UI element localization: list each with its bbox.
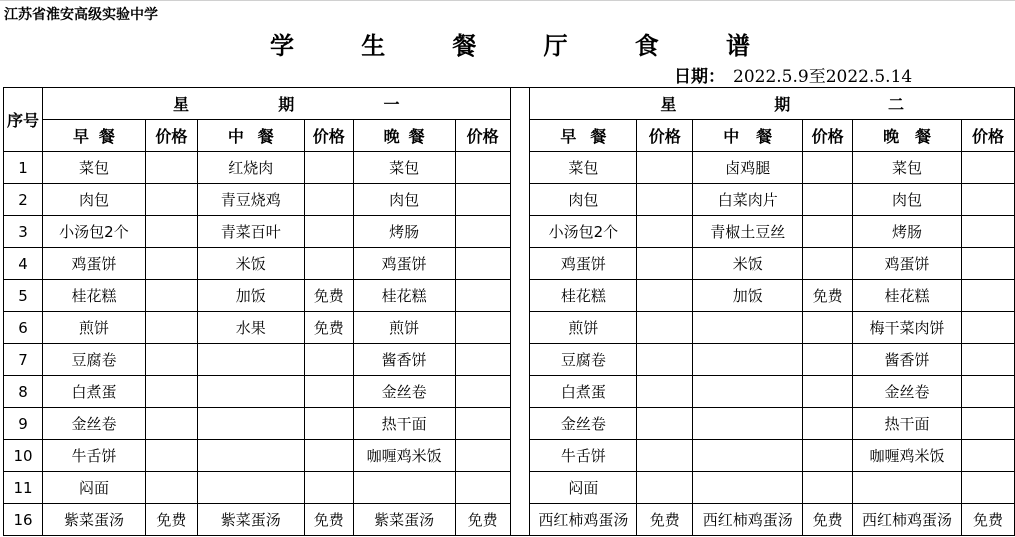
day-header-char: 期 xyxy=(278,95,295,114)
dinner-price xyxy=(455,408,510,440)
dinner-item: 咖喱鸡米饭 xyxy=(853,440,962,472)
breakfast-header xyxy=(42,120,145,152)
breakfast-header-char: 餐 xyxy=(98,127,115,146)
dinner-item xyxy=(353,472,455,504)
breakfast-item: 鸡蛋饼 xyxy=(530,248,637,280)
lunch-price: 免费 xyxy=(304,280,353,312)
lunch-item: 卤鸡腿 xyxy=(693,152,803,184)
dinner-header xyxy=(353,120,455,152)
sheet-top-border xyxy=(0,0,1015,1)
dinner-price xyxy=(455,440,510,472)
lunch-header-char: 餐 xyxy=(756,127,773,146)
dinner-item: 酱香饼 xyxy=(353,344,455,376)
price-header: 价格 xyxy=(962,120,1015,152)
lunch-price xyxy=(803,152,853,184)
lunch-header xyxy=(693,120,803,152)
dinner-price xyxy=(455,312,510,344)
day-header-char: 一 xyxy=(383,95,400,114)
dinner-item: 菜包 xyxy=(853,152,962,184)
dinner-price xyxy=(455,216,510,248)
lunch-price: 免费 xyxy=(803,280,853,312)
breakfast-item: 牛舌饼 xyxy=(42,440,145,472)
breakfast-item: 白煮蛋 xyxy=(530,376,637,408)
breakfast-price: 免费 xyxy=(637,504,693,536)
dinner-price xyxy=(962,376,1015,408)
dinner-price xyxy=(455,184,510,216)
seq-cell: 4 xyxy=(4,248,43,280)
lunch-item xyxy=(693,472,803,504)
breakfast-item: 菜包 xyxy=(42,152,145,184)
dinner-item: 烤肠 xyxy=(853,216,962,248)
breakfast-item: 豆腐卷 xyxy=(530,344,637,376)
lunch-item: 米饭 xyxy=(693,248,803,280)
school-name: 江苏省淮安高级实验中学 xyxy=(4,7,158,23)
lunch-price: 免费 xyxy=(803,504,853,536)
dinner-item: 肉包 xyxy=(353,184,455,216)
dinner-price xyxy=(455,376,510,408)
breakfast-price: 免费 xyxy=(145,504,197,536)
dinner-item: 鸡蛋饼 xyxy=(853,248,962,280)
seq-cell: 9 xyxy=(4,408,43,440)
seq-cell: 11 xyxy=(4,472,43,504)
lunch-item: 青豆烧鸡 xyxy=(197,184,304,216)
dinner-header-char: 餐 xyxy=(408,127,425,146)
breakfast-item: 肉包 xyxy=(42,184,145,216)
table-row xyxy=(4,184,1015,216)
breakfast-price xyxy=(637,472,693,504)
dinner-price xyxy=(962,408,1015,440)
dinner-price xyxy=(455,152,510,184)
dinner-item: 烤肠 xyxy=(353,216,455,248)
dinner-item: 酱香饼 xyxy=(853,344,962,376)
date-range xyxy=(674,62,912,87)
dinner-header xyxy=(853,120,962,152)
price-header: 价格 xyxy=(304,120,353,152)
dinner-item: 鸡蛋饼 xyxy=(353,248,455,280)
title-char: 学 xyxy=(270,32,294,60)
dinner-price: 免费 xyxy=(455,504,510,536)
dinner-price xyxy=(455,280,510,312)
table-row xyxy=(4,280,1015,312)
breakfast-price xyxy=(145,344,197,376)
day-header-char: 二 xyxy=(887,95,904,114)
breakfast-item: 菜包 xyxy=(530,152,637,184)
breakfast-price xyxy=(637,408,693,440)
breakfast-item: 闷面 xyxy=(42,472,145,504)
lunch-price xyxy=(803,248,853,280)
table-row xyxy=(4,216,1015,248)
dinner-price xyxy=(455,344,510,376)
dinner-header-char: 晚 xyxy=(383,127,400,146)
dinner-item: 煎饼 xyxy=(353,312,455,344)
table-row xyxy=(4,312,1015,344)
breakfast-price xyxy=(145,376,197,408)
dinner-price xyxy=(455,248,510,280)
dinner-item: 桂花糕 xyxy=(853,280,962,312)
breakfast-price xyxy=(637,440,693,472)
date-value: 2022.5.9至2022.5.14 xyxy=(733,67,913,87)
lunch-price xyxy=(803,312,853,344)
lunch-price xyxy=(304,152,353,184)
lunch-price xyxy=(304,184,353,216)
seq-cell: 7 xyxy=(4,344,43,376)
seq-cell: 2 xyxy=(4,184,43,216)
price-header: 价格 xyxy=(455,120,510,152)
lunch-price xyxy=(304,248,353,280)
dinner-item: 西红柿鸡蛋汤 xyxy=(853,504,962,536)
breakfast-price xyxy=(637,216,693,248)
lunch-item xyxy=(197,408,304,440)
breakfast-item: 肉包 xyxy=(530,184,637,216)
table-row xyxy=(4,440,1015,472)
menu-table xyxy=(3,87,1015,536)
dinner-price xyxy=(455,472,510,504)
breakfast-item: 西红柿鸡蛋汤 xyxy=(530,504,637,536)
breakfast-price xyxy=(637,184,693,216)
lunch-price xyxy=(803,344,853,376)
breakfast-price xyxy=(637,152,693,184)
title-char: 餐 xyxy=(452,32,477,60)
breakfast-price xyxy=(145,152,197,184)
lunch-price: 免费 xyxy=(304,312,353,344)
dinner-item: 咖喱鸡米饭 xyxy=(353,440,455,472)
dinner-item: 热干面 xyxy=(353,408,455,440)
dinner-item: 金丝卷 xyxy=(353,376,455,408)
lunch-item: 青菜百叶 xyxy=(197,216,304,248)
breakfast-price xyxy=(637,376,693,408)
breakfast-price xyxy=(145,312,197,344)
lunch-price xyxy=(304,344,353,376)
breakfast-item: 豆腐卷 xyxy=(42,344,145,376)
breakfast-price xyxy=(145,440,197,472)
title-char: 谱 xyxy=(725,32,750,60)
lunch-price xyxy=(803,184,853,216)
breakfast-item: 金丝卷 xyxy=(530,408,637,440)
dinner-header-char: 晚 xyxy=(883,127,900,146)
lunch-item xyxy=(197,344,304,376)
lunch-item: 紫菜蛋汤 xyxy=(197,504,304,536)
title-char: 厅 xyxy=(543,32,568,60)
breakfast-item: 桂花糕 xyxy=(42,280,145,312)
dinner-item: 金丝卷 xyxy=(853,376,962,408)
breakfast-item: 金丝卷 xyxy=(42,408,145,440)
breakfast-header-char: 早 xyxy=(560,127,577,146)
lunch-price xyxy=(803,216,853,248)
lunch-item: 红烧肉 xyxy=(197,152,304,184)
day-header-char: 期 xyxy=(774,95,791,114)
breakfast-item: 白煮蛋 xyxy=(42,376,145,408)
lunch-item xyxy=(197,472,304,504)
table-row xyxy=(4,344,1015,376)
title-char: 食 xyxy=(634,32,659,60)
table-row xyxy=(4,408,1015,440)
breakfast-item: 桂花糕 xyxy=(530,280,637,312)
lunch-item: 加饭 xyxy=(197,280,304,312)
dinner-price xyxy=(962,184,1015,216)
dinner-item: 热干面 xyxy=(853,408,962,440)
title-char: 生 xyxy=(361,32,386,60)
lunch-item: 西红柿鸡蛋汤 xyxy=(693,504,803,536)
lunch-price xyxy=(304,408,353,440)
breakfast-price xyxy=(145,216,197,248)
breakfast-price xyxy=(637,248,693,280)
breakfast-price xyxy=(637,280,693,312)
day-header-char: 星 xyxy=(660,95,677,114)
lunch-header-char: 餐 xyxy=(257,127,274,146)
breakfast-header xyxy=(530,120,637,152)
lunch-price xyxy=(803,376,853,408)
lunch-item xyxy=(693,408,803,440)
lunch-item xyxy=(693,376,803,408)
seq-cell: 10 xyxy=(4,440,43,472)
seq-cell: 3 xyxy=(4,216,43,248)
lunch-item xyxy=(693,440,803,472)
table-row xyxy=(4,472,1015,504)
breakfast-item: 小汤包2个 xyxy=(530,216,637,248)
seq-cell: 5 xyxy=(4,280,43,312)
lunch-header xyxy=(197,120,304,152)
breakfast-price xyxy=(637,344,693,376)
lunch-price: 免费 xyxy=(304,504,353,536)
seq-cell: 1 xyxy=(4,152,43,184)
price-header: 价格 xyxy=(145,120,197,152)
dinner-price xyxy=(962,280,1015,312)
day-separator xyxy=(510,88,530,536)
dinner-item: 桂花糕 xyxy=(353,280,455,312)
lunch-price xyxy=(304,472,353,504)
dinner-price xyxy=(962,472,1015,504)
breakfast-price xyxy=(145,184,197,216)
lunch-item xyxy=(693,312,803,344)
lunch-item xyxy=(693,344,803,376)
lunch-item: 青椒土豆丝 xyxy=(693,216,803,248)
lunch-header-char: 中 xyxy=(723,127,740,146)
dinner-item xyxy=(853,472,962,504)
dinner-price: 免费 xyxy=(962,504,1015,536)
breakfast-item: 鸡蛋饼 xyxy=(42,248,145,280)
lunch-price xyxy=(803,408,853,440)
seq-cell: 8 xyxy=(4,376,43,408)
dinner-price xyxy=(962,152,1015,184)
breakfast-item: 牛舌饼 xyxy=(530,440,637,472)
dinner-price xyxy=(962,248,1015,280)
dinner-item: 肉包 xyxy=(853,184,962,216)
seq-cell: 16 xyxy=(4,504,43,536)
page-title xyxy=(270,26,750,61)
dinner-price xyxy=(962,344,1015,376)
dinner-price xyxy=(962,216,1015,248)
day-header xyxy=(530,88,1015,120)
dinner-header-char: 餐 xyxy=(914,127,931,146)
day-header xyxy=(42,88,510,120)
breakfast-item: 紫菜蛋汤 xyxy=(42,504,145,536)
price-header: 价格 xyxy=(803,120,853,152)
lunch-item: 米饭 xyxy=(197,248,304,280)
lunch-item: 白菜肉片 xyxy=(693,184,803,216)
breakfast-price xyxy=(637,312,693,344)
lunch-header-char: 中 xyxy=(227,127,244,146)
breakfast-item: 煎饼 xyxy=(530,312,637,344)
table-row xyxy=(4,376,1015,408)
breakfast-price xyxy=(145,248,197,280)
table-row xyxy=(4,248,1015,280)
seq-header: 序号 xyxy=(4,88,43,152)
breakfast-item: 煎饼 xyxy=(42,312,145,344)
breakfast-header-char: 早 xyxy=(72,127,89,146)
lunch-price xyxy=(803,472,853,504)
seq-cell: 6 xyxy=(4,312,43,344)
breakfast-price xyxy=(145,280,197,312)
lunch-price xyxy=(803,440,853,472)
dinner-item: 菜包 xyxy=(353,152,455,184)
breakfast-price xyxy=(145,472,197,504)
dinner-price xyxy=(962,440,1015,472)
lunch-item: 水果 xyxy=(197,312,304,344)
dinner-item: 梅干菜肉饼 xyxy=(853,312,962,344)
breakfast-header-char: 餐 xyxy=(590,127,607,146)
breakfast-item: 闷面 xyxy=(530,472,637,504)
lunch-item: 加饭 xyxy=(693,280,803,312)
breakfast-item: 小汤包2个 xyxy=(42,216,145,248)
dinner-item: 紫菜蛋汤 xyxy=(353,504,455,536)
breakfast-price xyxy=(145,408,197,440)
price-header: 价格 xyxy=(637,120,693,152)
table-row xyxy=(4,152,1015,184)
lunch-item xyxy=(197,376,304,408)
dinner-price xyxy=(962,312,1015,344)
lunch-price xyxy=(304,216,353,248)
lunch-price xyxy=(304,376,353,408)
date-label: 日期： xyxy=(674,67,725,87)
lunch-price xyxy=(304,440,353,472)
day-header-char: 星 xyxy=(172,95,189,114)
lunch-item xyxy=(197,440,304,472)
table-row xyxy=(4,504,1015,536)
